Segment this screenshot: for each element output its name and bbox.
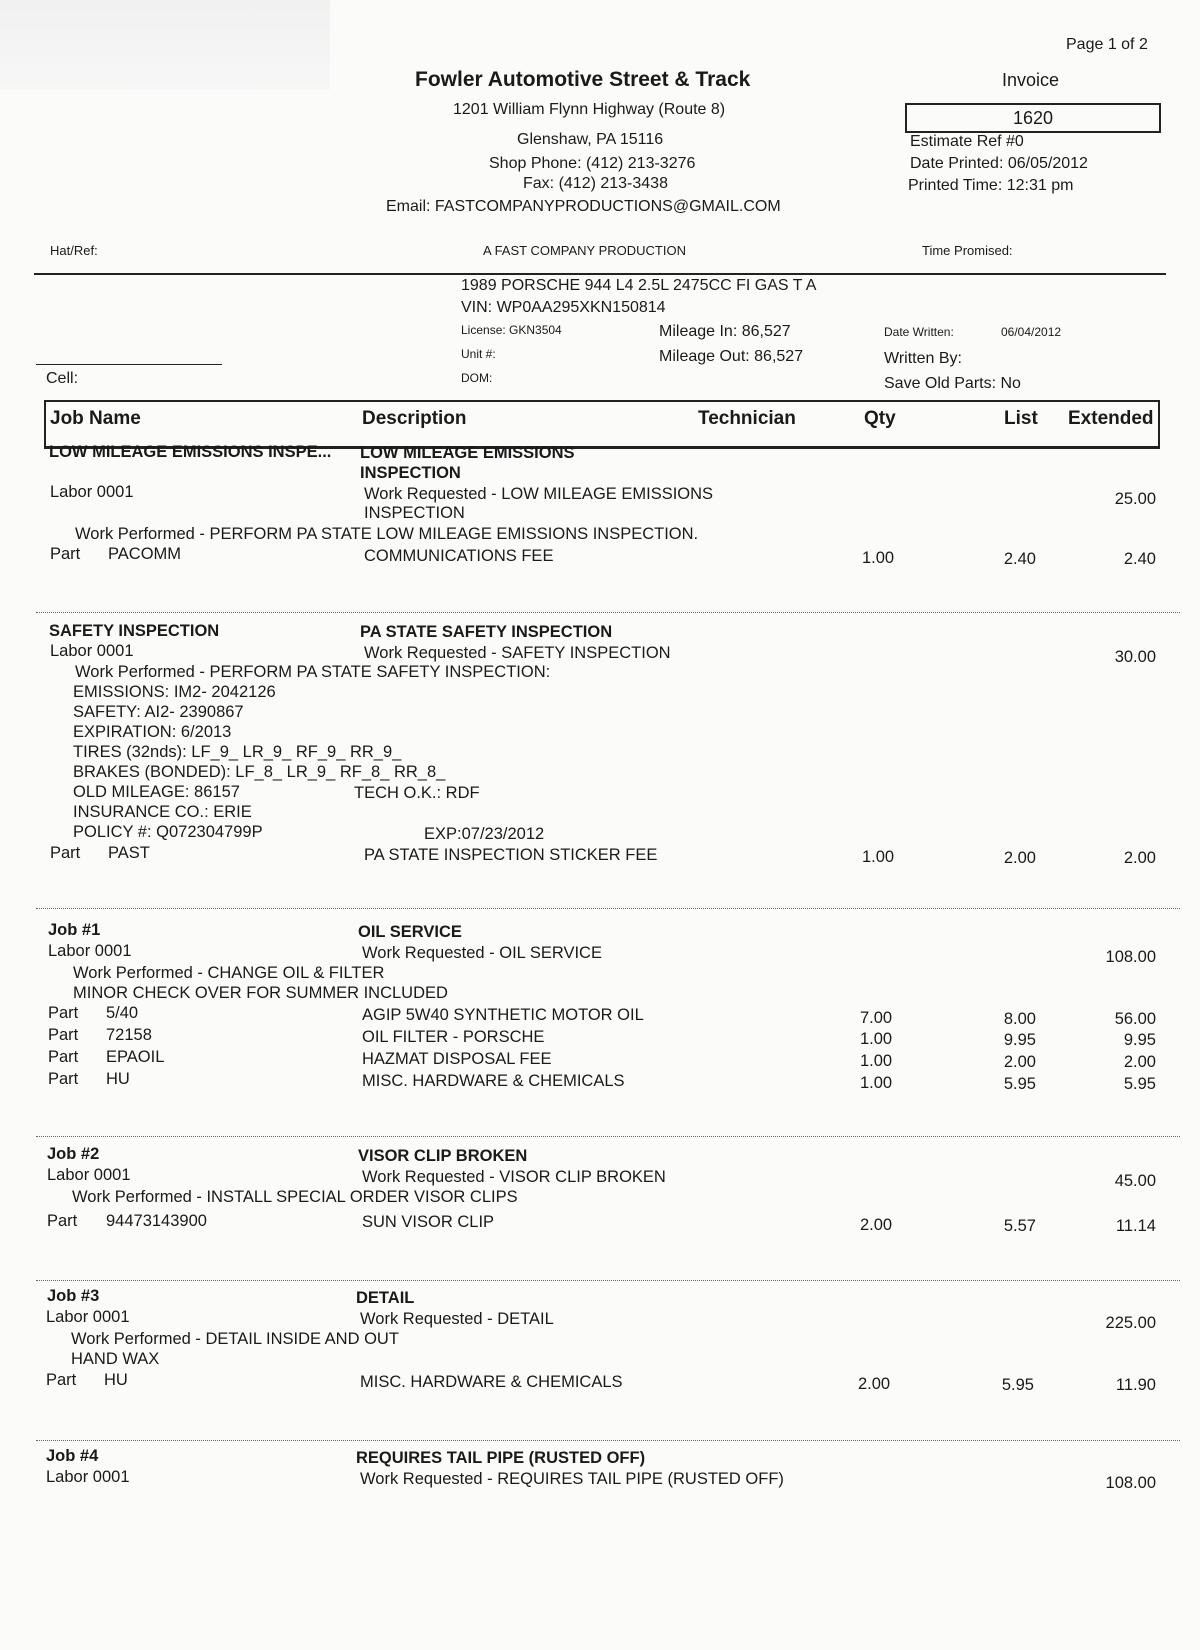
job-name: Job #1 <box>48 921 101 939</box>
unit-number: Unit #: <box>461 347 496 361</box>
part-qty: 7.00 <box>860 1009 893 1027</box>
job-name: Job #2 <box>47 1145 100 1163</box>
job-separator <box>36 1280 1180 1281</box>
invoice-label: Invoice <box>1002 70 1060 90</box>
part-description: AGIP 5W40 SYNTHETIC MOTOR OIL <box>362 1006 644 1024</box>
col-job-name: Job Name <box>50 408 141 429</box>
job-title: OIL SERVICE <box>358 923 462 941</box>
part-code: HU <box>106 1070 130 1088</box>
part-list: 5.57 <box>1003 1217 1036 1235</box>
save-old-parts: Save Old Parts: No <box>884 375 1021 392</box>
note-emissions: EMISSIONS: IM2- 2042126 <box>73 683 276 701</box>
part-description: HAZMAT DISPOSAL FEE <box>362 1050 552 1068</box>
labor-code: Labor 0001 <box>46 1468 130 1486</box>
work-performed: Work Performed - CHANGE OIL & FILTER <box>73 964 385 982</box>
part-extended: 56.00 <box>1114 1010 1156 1028</box>
work-requested: Work Requested - LOW MILEAGE EMISSIONS <box>364 485 714 503</box>
labor-extended: 30.00 <box>1114 648 1156 666</box>
work-requested: Work Requested - SAFETY INSPECTION <box>364 644 671 662</box>
part-label: Part <box>48 1070 79 1088</box>
page-indicator: Page 1 of 2 <box>1066 36 1148 53</box>
date-written-label: Date Written: <box>884 325 954 339</box>
labor-code: Labor 0001 <box>48 942 132 960</box>
part-code: PAST <box>108 844 150 862</box>
part-qty: 2.00 <box>858 1375 891 1393</box>
time-promised-label: Time Promised: <box>922 243 1013 258</box>
note-brakes: BRAKES (BONDED): LF_8_ LR_9_ RF_8_ RR_8_ <box>73 763 446 781</box>
part-extended: 2.40 <box>1123 550 1156 568</box>
mileage-out: Mileage Out: 86,527 <box>659 348 804 365</box>
part-description: PA STATE INSPECTION STICKER FEE <box>364 846 658 864</box>
col-qty: Qty <box>864 408 896 429</box>
work-requested-cont: INSPECTION <box>364 504 465 522</box>
note-tires: TIRES (32nds): LF_9_ LR_9_ RF_9_ RR_9_ <box>73 743 402 761</box>
labor-extended: 108.00 <box>1105 1474 1156 1492</box>
part-label: Part <box>50 545 81 563</box>
part-description: COMMUNICATIONS FEE <box>364 547 554 565</box>
note-policy: POLICY #: Q072304799P <box>73 823 263 841</box>
part-description: SUN VISOR CLIP <box>362 1213 495 1231</box>
mileage-in: Mileage In: 86,527 <box>659 323 791 340</box>
part-list: 5.95 <box>1001 1376 1034 1394</box>
labor-extended: 225.00 <box>1105 1314 1156 1332</box>
labor-extended: 45.00 <box>1114 1172 1156 1190</box>
job-name: Job #3 <box>47 1287 100 1305</box>
note-exp: EXP:07/23/2012 <box>424 825 545 843</box>
scan-artifact <box>0 0 330 90</box>
work-requested: Work Requested - DETAIL <box>360 1310 554 1328</box>
job-title: REQUIRES TAIL PIPE (RUSTED OFF) <box>356 1449 646 1467</box>
part-description: MISC. HARDWARE & CHEMICALS <box>360 1373 623 1391</box>
part-qty: 1.00 <box>862 549 895 567</box>
vehicle-description: 1989 PORSCHE 944 L4 2.5L 2475CC FI GAS T A <box>461 277 817 294</box>
job-title: LOW MILEAGE EMISSIONS <box>360 444 575 462</box>
job-name: SAFETY INSPECTION <box>49 622 220 640</box>
date-printed: Date Printed: 06/05/2012 <box>910 155 1088 172</box>
shop-email: Email: FASTCOMPANYPRODUCTIONS@GMAIL.COM <box>386 198 781 215</box>
labor-extended: 108.00 <box>1105 948 1156 966</box>
note-insurance: INSURANCE CO.: ERIE <box>73 803 252 821</box>
part-extended: 5.95 <box>1123 1075 1156 1093</box>
part-code: EPAOIL <box>106 1048 165 1066</box>
part-code: HU <box>104 1371 128 1389</box>
cell-label: Cell: <box>46 370 79 387</box>
part-extended: 9.95 <box>1123 1031 1156 1049</box>
job-title: DETAIL <box>356 1289 415 1307</box>
job-title: PA STATE SAFETY INSPECTION <box>360 623 613 641</box>
part-code: 72158 <box>106 1026 152 1044</box>
part-label: Part <box>50 844 81 862</box>
work-requested: Work Requested - VISOR CLIP BROKEN <box>362 1168 666 1186</box>
note-tech-ok: TECH O.K.: RDF <box>354 784 480 802</box>
labor-code: Labor 0001 <box>50 642 134 660</box>
job-name: LOW MILEAGE EMISSIONS INSPE... <box>49 443 332 461</box>
col-description: Description <box>362 408 467 429</box>
part-qty: 1.00 <box>860 1052 893 1070</box>
shop-address-line2: Glenshaw, PA 15116 <box>517 131 664 148</box>
date-written: 06/04/2012 <box>1001 325 1062 339</box>
labor-code: Labor 0001 <box>47 1166 131 1184</box>
estimate-ref: Estimate Ref #0 <box>910 133 1024 150</box>
header-divider <box>34 273 1166 275</box>
part-label: Part <box>48 1048 79 1066</box>
shop-name: Fowler Automotive Street & Track <box>415 68 751 91</box>
part-code: 94473143900 <box>106 1212 207 1230</box>
printed-time: Printed Time: 12:31 pm <box>908 177 1074 194</box>
job-separator <box>36 908 1180 909</box>
part-qty: 1.00 <box>860 1074 893 1092</box>
part-qty: 1.00 <box>862 848 895 866</box>
job-title-cont: INSPECTION <box>360 464 461 482</box>
note-safety: SAFETY: AI2- 2390867 <box>73 703 244 721</box>
labor-extended: 25.00 <box>1114 490 1156 508</box>
job-separator <box>36 1440 1180 1441</box>
part-label: Part <box>48 1026 79 1044</box>
part-extended: 11.14 <box>1115 1217 1156 1235</box>
note-expiration: EXPIRATION: 6/2013 <box>73 723 232 741</box>
part-description: MISC. HARDWARE & CHEMICALS <box>362 1072 625 1090</box>
dom-label: DOM: <box>461 371 493 385</box>
labor-code: Labor 0001 <box>46 1308 130 1326</box>
part-description: OIL FILTER - PORSCHE <box>362 1028 545 1046</box>
col-list: List <box>1004 408 1038 429</box>
part-label: Part <box>47 1212 78 1230</box>
part-list: 5.95 <box>1003 1075 1036 1093</box>
part-list: 2.00 <box>1003 1053 1036 1071</box>
job-separator <box>36 1136 1180 1137</box>
part-qty: 2.00 <box>860 1216 893 1234</box>
shop-fax: Fax: (412) 213-3438 <box>523 175 668 192</box>
work-performed: Work Performed - INSTALL SPECIAL ORDER VISOR CLIPS <box>72 1188 518 1206</box>
note-old-mileage: OLD MILEAGE: 86157 <box>73 783 240 801</box>
vehicle-vin: VIN: WP0AA295XKN150814 <box>461 299 666 316</box>
shop-address-line1: 1201 William Flynn Highway (Route 8) <box>453 101 726 118</box>
part-list: 9.95 <box>1003 1031 1036 1049</box>
job-title: VISOR CLIP BROKEN <box>358 1147 528 1165</box>
col-technician: Technician <box>698 408 796 429</box>
work-performed: Work Performed - PERFORM PA STATE LOW MILEAGE EMISSIONS INSPECTION. <box>75 525 699 543</box>
part-extended: 11.90 <box>1115 1376 1156 1394</box>
work-requested: Work Requested - OIL SERVICE <box>362 944 602 962</box>
company-name: A FAST COMPANY PRODUCTION <box>483 243 686 258</box>
part-code: 5/40 <box>106 1004 139 1022</box>
invoice-number: 1620 <box>905 103 1161 133</box>
part-extended: 2.00 <box>1123 1053 1156 1071</box>
part-list: 8.00 <box>1003 1010 1036 1028</box>
part-list: 2.40 <box>1003 550 1036 568</box>
col-extended: Extended <box>1068 408 1154 429</box>
job-separator <box>36 612 1180 613</box>
part-qty: 1.00 <box>860 1030 893 1048</box>
work-requested: Work Requested - REQUIRES TAIL PIPE (RUSTED OFF) <box>360 1470 784 1488</box>
labor-code: Labor 0001 <box>50 483 134 501</box>
part-extended: 2.00 <box>1123 849 1156 867</box>
part-label: Part <box>46 1371 77 1389</box>
work-performed: Work Performed - PERFORM PA STATE SAFETY INSPECTION: <box>75 663 551 681</box>
part-label: Part <box>48 1004 79 1022</box>
hat-ref-label: Hat/Ref: <box>50 243 98 258</box>
shop-phone: Shop Phone: (412) 213-3276 <box>489 155 696 172</box>
license: License: GKN3504 <box>461 323 562 337</box>
part-list: 2.00 <box>1003 849 1036 867</box>
work-performed-cont: HAND WAX <box>71 1350 160 1368</box>
customer-divider <box>36 364 222 365</box>
part-code: PACOMM <box>108 545 182 563</box>
work-performed: Work Performed - DETAIL INSIDE AND OUT <box>71 1330 399 1348</box>
written-by: Written By: <box>884 350 962 367</box>
work-performed-cont: MINOR CHECK OVER FOR SUMMER INCLUDED <box>73 984 448 1002</box>
job-name: Job #4 <box>46 1447 99 1465</box>
